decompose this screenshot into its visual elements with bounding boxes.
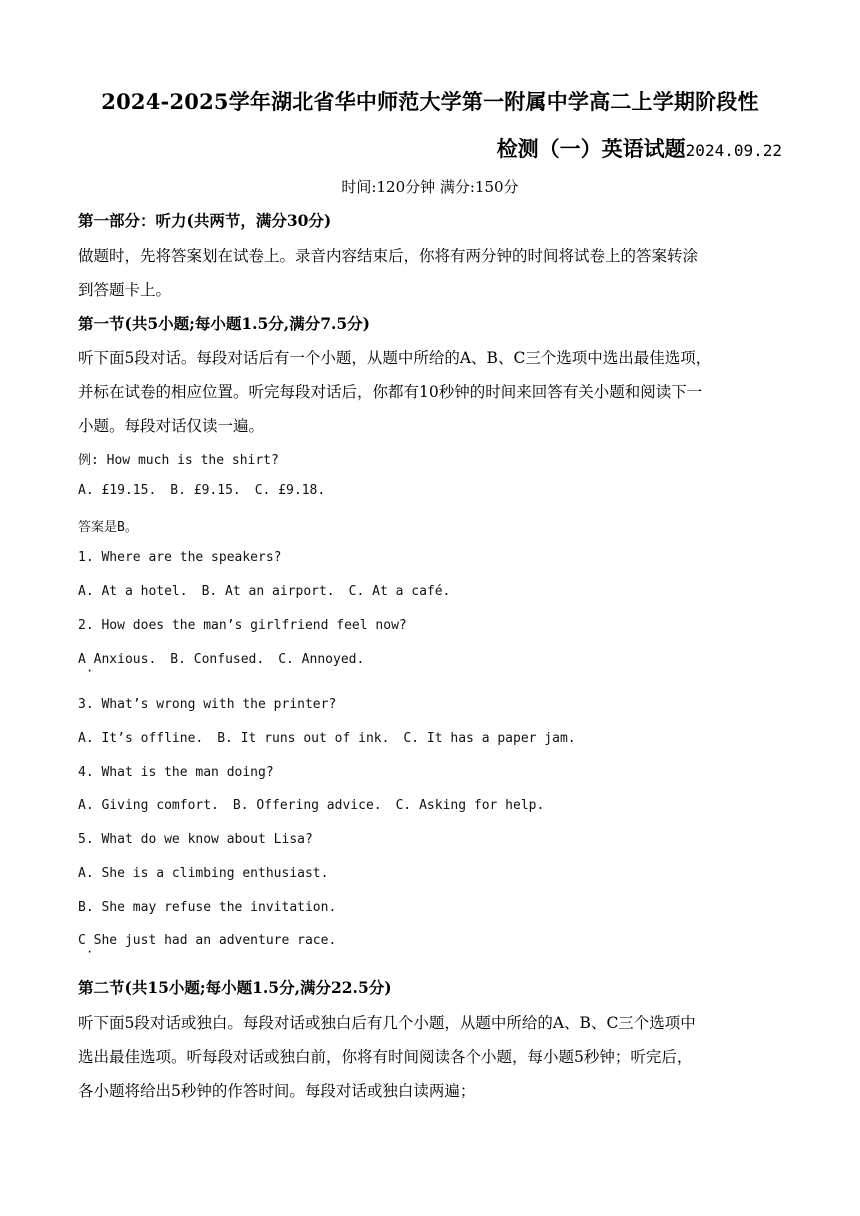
option-a: A. It’s offline. — [78, 731, 204, 746]
question-5-option-b: B. She may refuse the invitation. — [78, 900, 337, 915]
option-b: B. Confused. — [170, 652, 265, 667]
option-a: A. At a hotel. — [78, 584, 188, 599]
example-answer: 答案是B。 — [78, 520, 138, 535]
option-c: C. It has a paper jam. — [403, 731, 576, 746]
section2-heading: 第二节(共15小题;每小题1.5分,满分22.5分) — [78, 978, 392, 997]
option-c: C. Annoyed. — [278, 652, 365, 667]
exam-title-text: 检测（一）英语试题 — [496, 136, 686, 161]
question-2: 2. How does the man’s girlfriend feel now? — [78, 618, 407, 633]
exam-title-line1: 2024-2025学年湖北省华中师范大学第一附属中学高二上学期阶段性 — [101, 89, 759, 114]
section1-instruction-line: 并标在试卷的相应位置。听完每段对话后，你都有10秒钟的时间来回答有关小题和阅读下一 — [78, 383, 703, 401]
section2-instruction-line: 听下面5段对话或独白。每段对话或独白后有几个小题，从题中所给的A、B、C三个选项中 — [78, 1014, 696, 1032]
question-4-options — [78, 798, 558, 813]
question-1-options — [78, 584, 464, 599]
example-options — [78, 483, 339, 498]
option-b: B. Offering advice. — [232, 798, 382, 813]
section2-instruction-line: 各小题将给出5秒钟的作答时间。每段对话或独白读两遍； — [78, 1082, 476, 1100]
part1-heading: 第一部分：听力(共两节，满分30分) — [78, 211, 332, 230]
stray-dot: · — [86, 945, 94, 959]
question-3: 3. What’s wrong with the printer? — [78, 697, 337, 712]
section1-heading: 第一节(共5小题;每小题1.5分,满分7.5分) — [78, 314, 371, 333]
section1-instruction-line: 小题。每段对话仅读一遍。 — [78, 417, 265, 435]
example-question: 例: How much is the shirt? — [78, 453, 279, 468]
option-b: B. At an airport. — [201, 584, 335, 599]
question-5: 5. What do we know about Lisa? — [78, 832, 313, 847]
question-4: 4. What is the man doing? — [78, 765, 274, 780]
part1-instruction-line: 到答题卡上。 — [78, 281, 172, 299]
part1-instruction-line: 做题时，先将答案划在试卷上。录音内容结束后，你将有两分钟的时间将试卷上的答案转涂 — [78, 247, 699, 265]
question-1: 1. Where are the speakers? — [78, 550, 282, 565]
section2-instruction-line: 选出最佳选项。听每段对话或独白前，你将有时间阅读各个小题，每小题5秒钟；听完后， — [78, 1048, 693, 1066]
option-c: C. At a café. — [348, 584, 451, 599]
option-c: C. £9.18. — [254, 483, 326, 498]
option-a: A. £19.15. — [78, 483, 157, 498]
exam-time-info: 时间:120分钟 满分:150分 — [341, 178, 519, 196]
exam-date: 2024.09.22 — [685, 141, 782, 160]
section1-instruction-line: 听下面5段对话。每段对话后有一个小题，从题中所给的A、B、C三个选项中选出最佳选项， — [78, 349, 712, 367]
question-2-options — [78, 652, 378, 667]
option-b: B. It runs out of ink. — [217, 731, 390, 746]
stray-dot: · — [86, 664, 94, 678]
exam-title-line2 — [497, 133, 782, 163]
question-3-options — [78, 731, 590, 746]
question-5-option-c: C She just had an adventure race. — [78, 933, 337, 948]
option-a: A. Giving comfort. — [78, 798, 219, 813]
option-c: C. Asking for help. — [395, 798, 545, 813]
option-b: B. £9.15. — [170, 483, 241, 498]
question-5-option-a: A. She is a climbing enthusiast. — [78, 866, 329, 881]
option-a: A Anxious. — [78, 652, 157, 667]
